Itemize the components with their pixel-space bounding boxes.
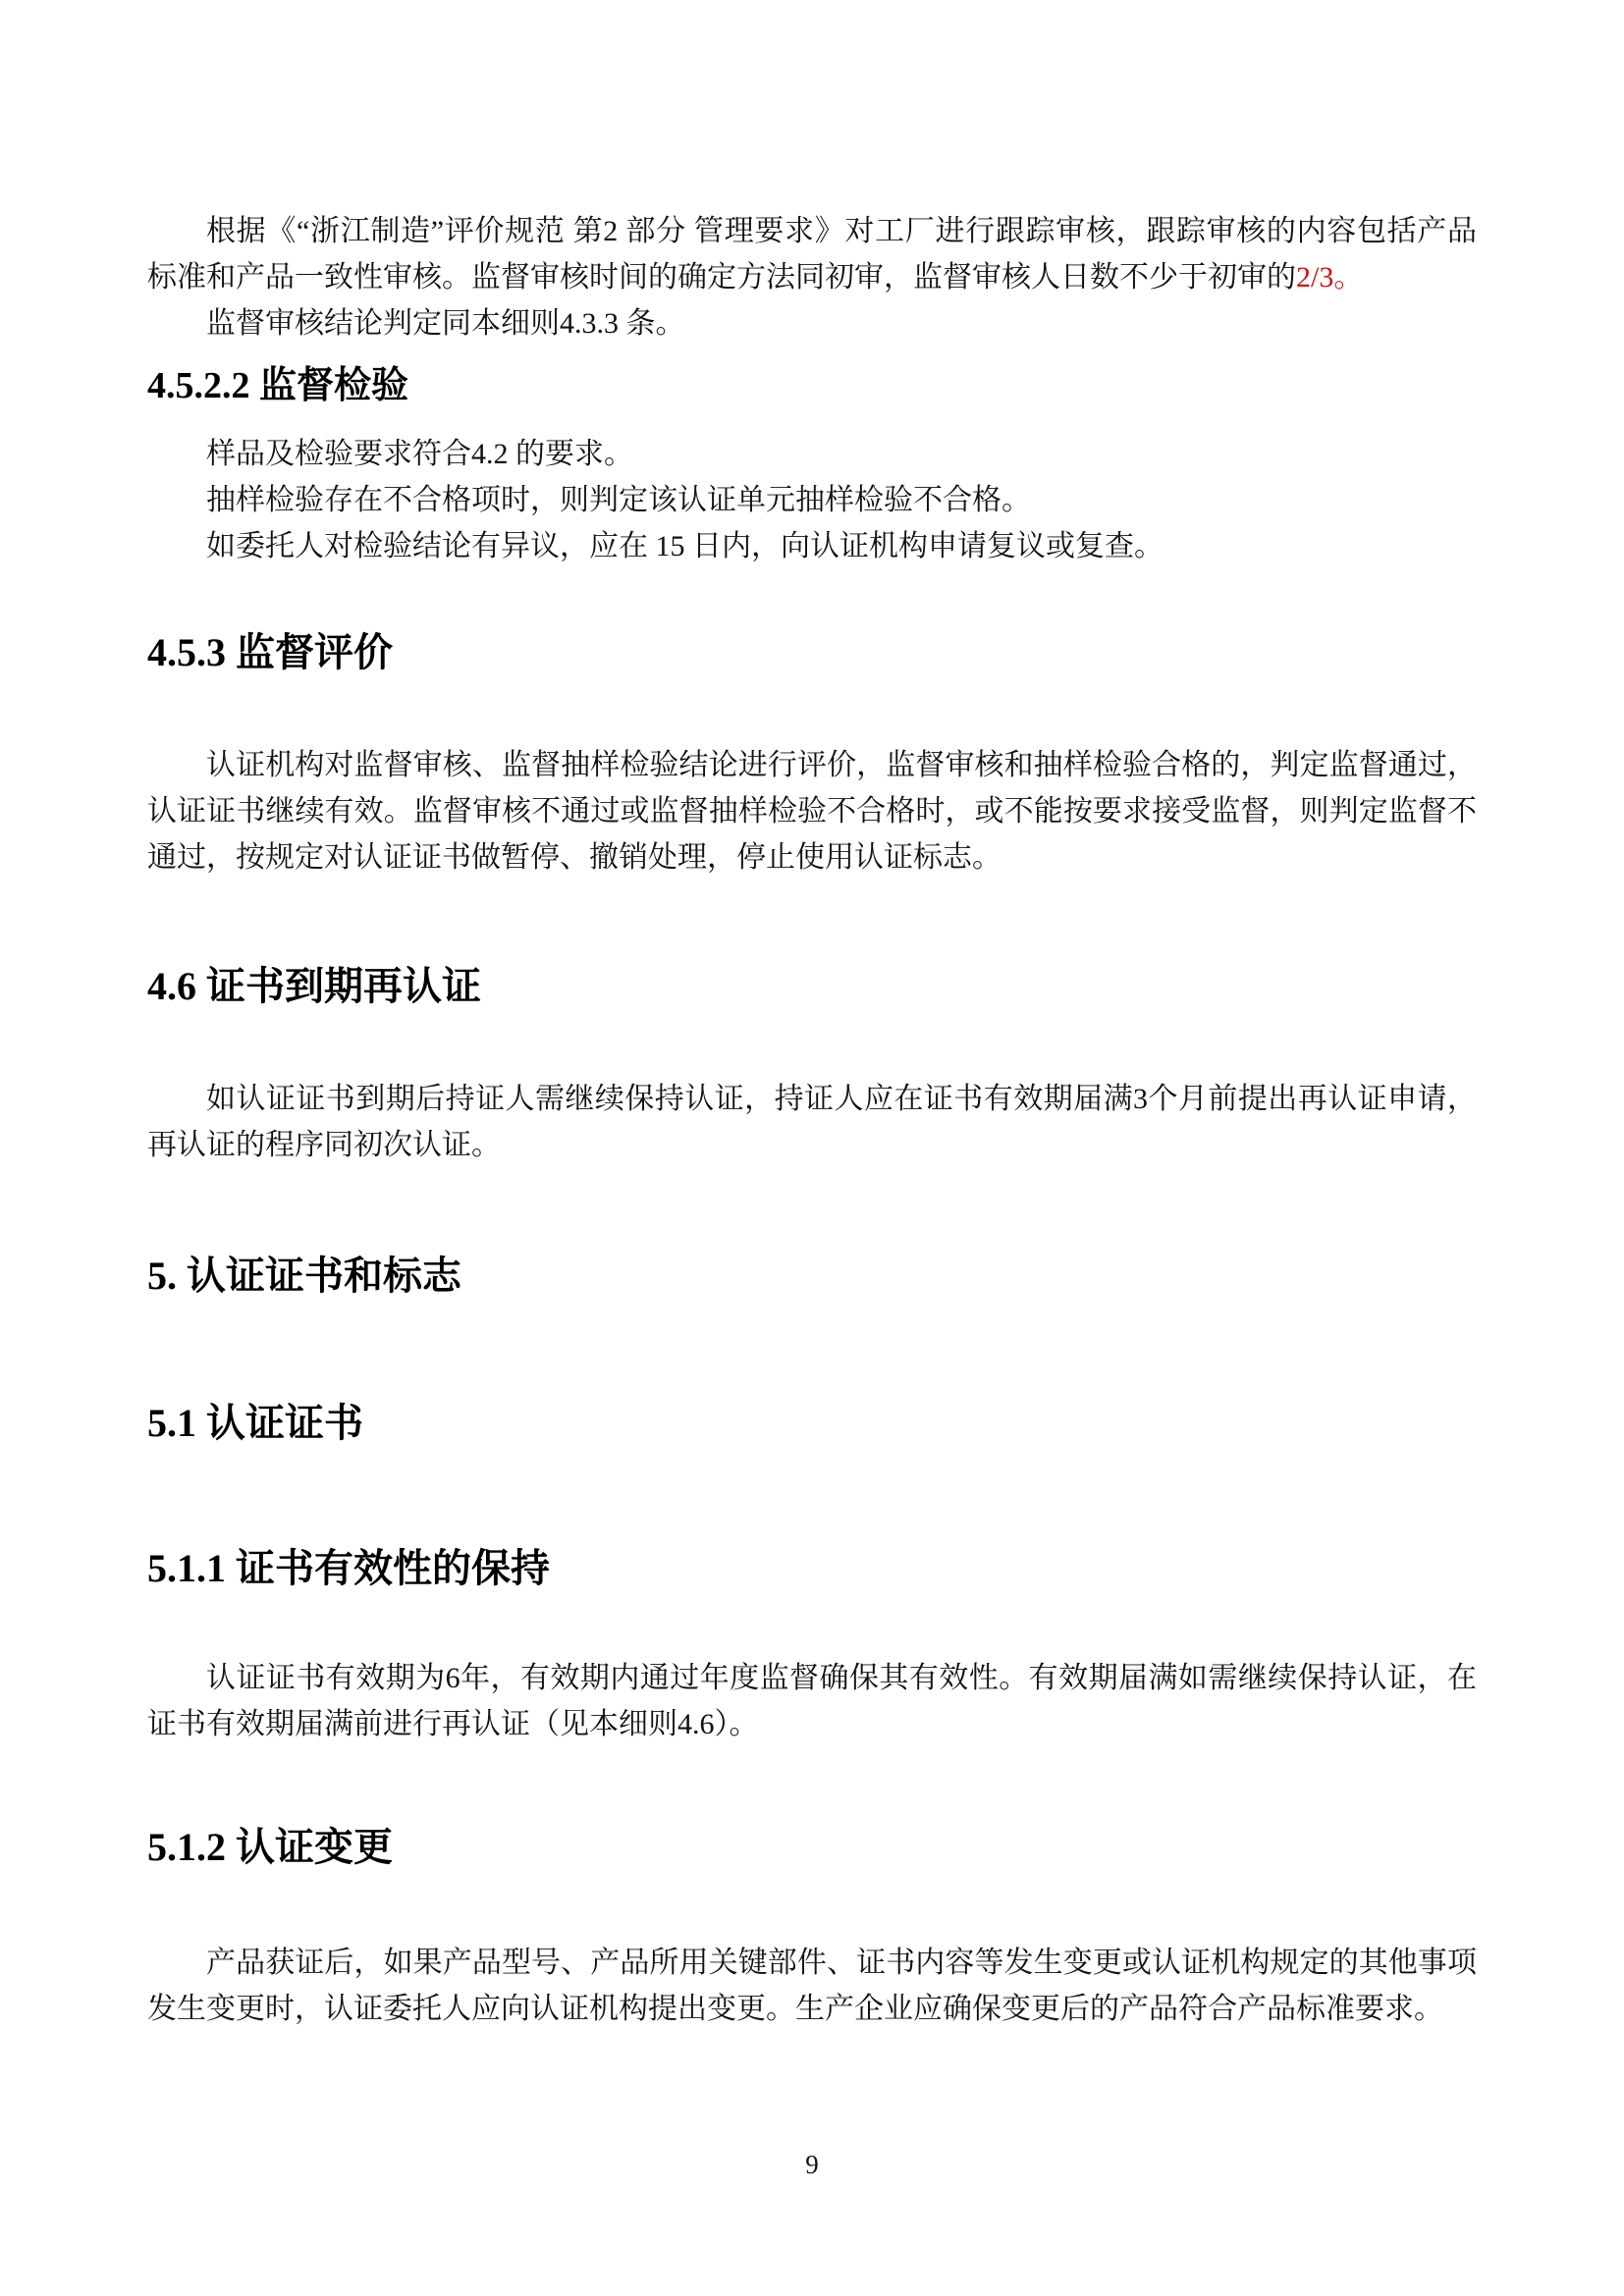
- heading-5-1-1-certificate-validity: 5.1.1 证书有效性的保持: [147, 1546, 550, 1590]
- paragraph-sampling-fail: 抽样检验存在不合格项时，则判定该认证单元抽样检验不合格。: [206, 484, 1031, 516]
- paragraph-supervision-evaluation: 认证机构对监督审核、监督抽样检验结论进行评价，监督审核和抽样检验合格的，判定监督通过，认证证书继续有效。监督审核不通过或监督抽样检验不合格时，或不能按要求接受监督，则判定监督不通过，按规定对认证证书做暂停、撤销处理，停止使用认证标志。: [147, 749, 1477, 874]
- paragraph-certification-change: 产品获证后，如果产品型号、产品所用关键部件、证书内容等发生变更或认证机构规定的其他事项发生变更时，认证委托人应向认证机构提出变更。生产企业应确保变更后的产品符合产品标准要求。: [147, 1947, 1477, 2025]
- heading-4-5-3-supervision-evaluation: 4.5.3 监督评价: [147, 630, 393, 674]
- paragraph-tracking-audit-red-fraction: 2/3。: [1296, 261, 1364, 294]
- paragraph-tracking-audit-text: 根据《“浙江制造”评价规范 第2 部分 管理要求》对工厂进行跟踪审核，跟踪审核的内容包括产品标准和产品一致性审核。监督审核时间的确定方法同初审，监督审核人日数不少于初审的: [147, 215, 1477, 294]
- paragraph-certificate-validity: 认证证书有效期为6年，有效期内通过年度监督确保其有效性。有效期届满如需继续保持认证，在证书有效期届满前进行再认证（见本细则4.6）。: [147, 1662, 1477, 1740]
- heading-4-6-certificate-expiry-recertification: 4.6 证书到期再认证: [147, 964, 481, 1008]
- heading-5-1-certificate: 5.1 认证证书: [147, 1401, 363, 1445]
- heading-5-certificate-and-mark: 5. 认证证书和标志: [147, 1254, 461, 1298]
- paragraph-audit-conclusion: 监督审核结论判定同本细则4.3.3 条。: [206, 307, 685, 340]
- paragraph-objection: 如委托人对检验结论有异议，应在 15 日内，向认证机构申请复议或复查。: [206, 530, 1164, 562]
- paragraph-tracking-audit: [147, 208, 1477, 300]
- paragraph-recertification: 如认证证书到期后持证人需继续保持认证，持证人应在证书有效期届满3个月前提出再认证申请，再认证的程序同初次认证。: [147, 1083, 1477, 1161]
- heading-5-1-2-certification-change: 5.1.2 认证变更: [147, 1825, 393, 1869]
- heading-4-5-2-2-supervision-inspection: 4.5.2.2 监督检验: [147, 365, 409, 406]
- page-number: 9: [805, 2150, 819, 2179]
- paragraph-sample-requirement: 样品及检验要求符合4.2 的要求。: [206, 438, 633, 470]
